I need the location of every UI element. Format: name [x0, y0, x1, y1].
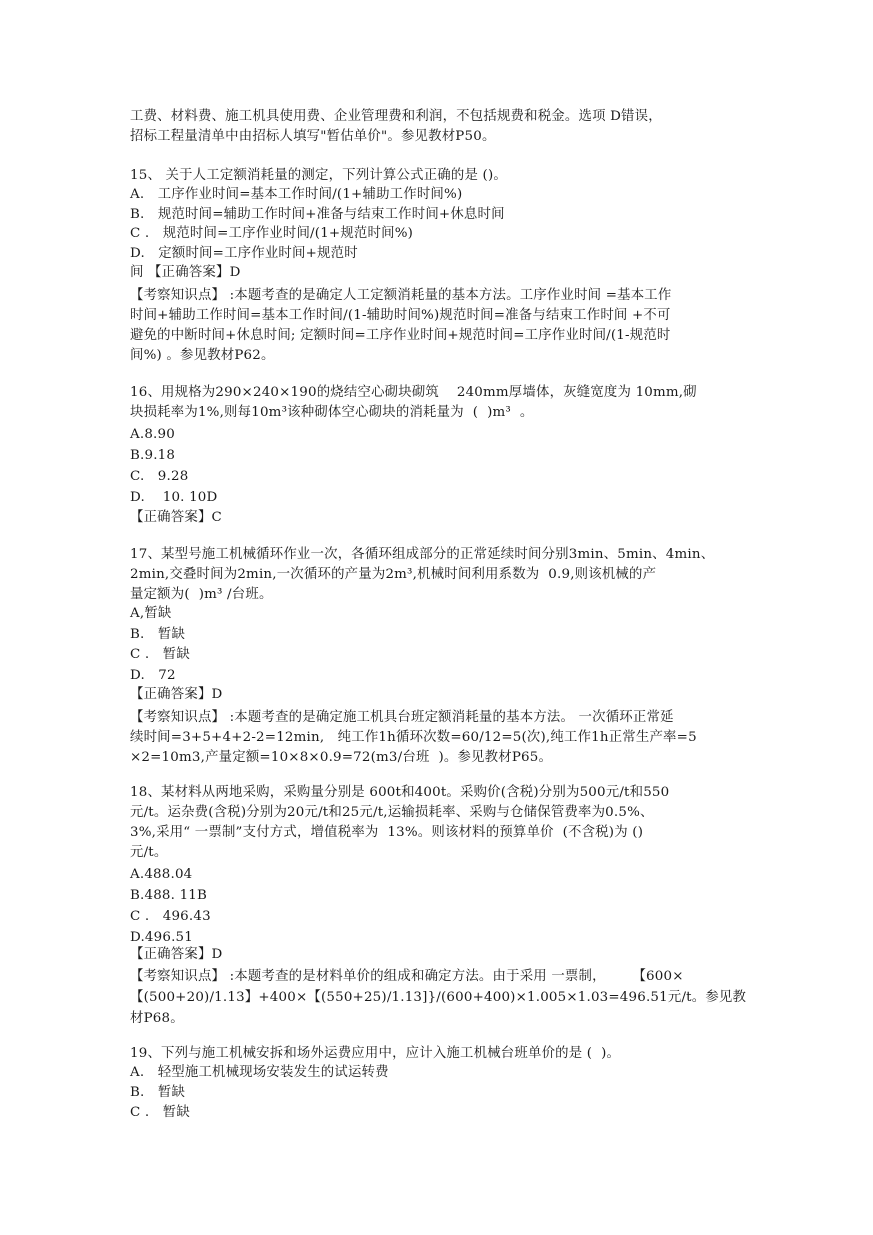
q17-option-d: D. 72 [130, 668, 176, 683]
q16-stem-2: 块损耗率为1%,则每10m³该种砌体空心砌块的消耗量为 ( )m³ 。 [130, 405, 534, 420]
q19-option-a: A. 轻型施工机械现场安装发生的试运转费 [130, 1065, 389, 1080]
q18-knowledge-2: 【(500+20)/1.13】+400×【(550+25)/1.13]}/(600+400)×1.005×1.03=496.51元/t。参见教 [130, 990, 747, 1005]
q15-knowledge-2: 时间+辅助工作时间=基本工作时间/(1-辅助时间%)规范时间=准备与结束工作时间 +不可 [130, 308, 671, 323]
q17-stem-1: 17、某型号施工机械循环作业一次，各循环组成部分的正常延续时间分别3min、5min、4min、 [130, 547, 715, 562]
q17-knowledge-3: ×2=10m3,产量定额=10×8×0.9=72(m3/台班 )。参见教材P65。 [130, 750, 553, 765]
q17-option-c: C . 暂缺 [130, 647, 190, 662]
q18-knowledge-3: 材P68。 [130, 1011, 184, 1026]
q18-option-d: D.496.51 [130, 930, 193, 945]
q15-option-c: C . 规范时间=工序作业时间/(1+规范时间%) [130, 226, 414, 241]
intro-line-1: 工费、材料费、施工机具使用费、企业管理费和利润，不包括规费和税金。选项 D错误， [130, 109, 662, 124]
q15-answer: 间 【正确答案】D [130, 265, 241, 280]
q15-option-d: D. 定额时间=工序作业时间+规范时 [130, 246, 358, 261]
q17-stem-2: 2min,交叠时间为2min,一次循环的产量为2m³,机械时间利用系数为 0.9,则该机械的产 [130, 567, 657, 582]
q18-option-b: B.488. 11B [130, 888, 208, 903]
q15-knowledge-3: 避免的中断时间+休息时间; 定额时间=工序作业时间+规范时间=工序作业时间/(1-规范时 [130, 328, 671, 343]
q15-knowledge-1: 【考察知识点】 :本题考查的是确定人工定额消耗量的基本方法。工序作业时间 =基本工作 [130, 288, 672, 303]
q18-option-a: A.488.04 [130, 867, 193, 882]
q18-stem-4: 元/t。 [130, 845, 168, 860]
q16-option-d: D. 10. 10D [130, 490, 218, 505]
q16-option-a: A.8.90 [130, 427, 175, 442]
q15-stem: 15、 关于人工定额消耗量的测定，下列计算公式正确的是 ()。 [130, 168, 507, 183]
q18-option-c: C . 496.43 [130, 909, 211, 924]
q15-option-a: A. 工序作业时间=基本工作时间/(1+辅助工作时间%) [130, 187, 463, 202]
q16-answer: 【正确答案】C [130, 510, 222, 525]
q17-knowledge-1: 【考察知识点】 :本题考查的是确定施工机具台班定额消耗量的基本方法。 一次循环正常延 [130, 710, 674, 725]
q17-stem-3: 量定额为( )m³ /台班。 [130, 587, 273, 602]
intro-line-2: 招标工程量清单中由招标人填写"暂估单价"。参见教材P50。 [130, 129, 496, 144]
q15-option-b: B. 规范时间=辅助工作时间+准备与结束工作时间+休息时间 [130, 207, 505, 222]
q16-option-c: C. 9.28 [130, 469, 189, 484]
q19-option-c: C . 暂缺 [130, 1105, 190, 1120]
q17-option-b: B. 暂缺 [130, 627, 186, 642]
q18-knowledge-1: 【考察知识点】 :本题考查的是材料单价的组成和确定方法。由于采用 一票制， 【600× [130, 969, 684, 984]
q17-answer: 【正确答案】D [130, 687, 223, 702]
q15-knowledge-4: 间%) 。参见教材P62。 [130, 348, 275, 363]
q18-answer: 【正确答案】D [130, 947, 223, 962]
q18-stem-2: 元/t。运杂费(含税)分别为20元/t和25元/t,运输损耗率、采购与仓储保管费率为0.5%、 [130, 805, 654, 820]
q16-option-b: B.9.18 [130, 448, 176, 463]
q18-stem-1: 18、某材料从两地采购，采购量分别是 600t和400t。采购价(含税)分别为500元/t和550 [130, 785, 670, 800]
q19-option-b: B. 暂缺 [130, 1085, 186, 1100]
q17-option-a: A,暂缺 [130, 606, 172, 621]
q16-stem-1: 16、用规格为290×240×190的烧结空心砌块砌筑 240mm厚墙体，灰缝宽度为 10mm,砌 [130, 385, 697, 400]
q17-knowledge-2: 续时间=3+5+4+2-2=12min, 纯工作1h循环次数=60/12=5(次),纯工作1h正常生产率=5 [130, 730, 697, 745]
q18-stem-3: 3%,采用“ 一票制”支付方式，增值税率为 13%。则该材料的预算单价 (不含税)为 () [130, 825, 644, 840]
q19-stem: 19、下列与施工机械安拆和场外运费应用中，应计入施工机械台班单价的是 ( )。 [130, 1046, 621, 1061]
